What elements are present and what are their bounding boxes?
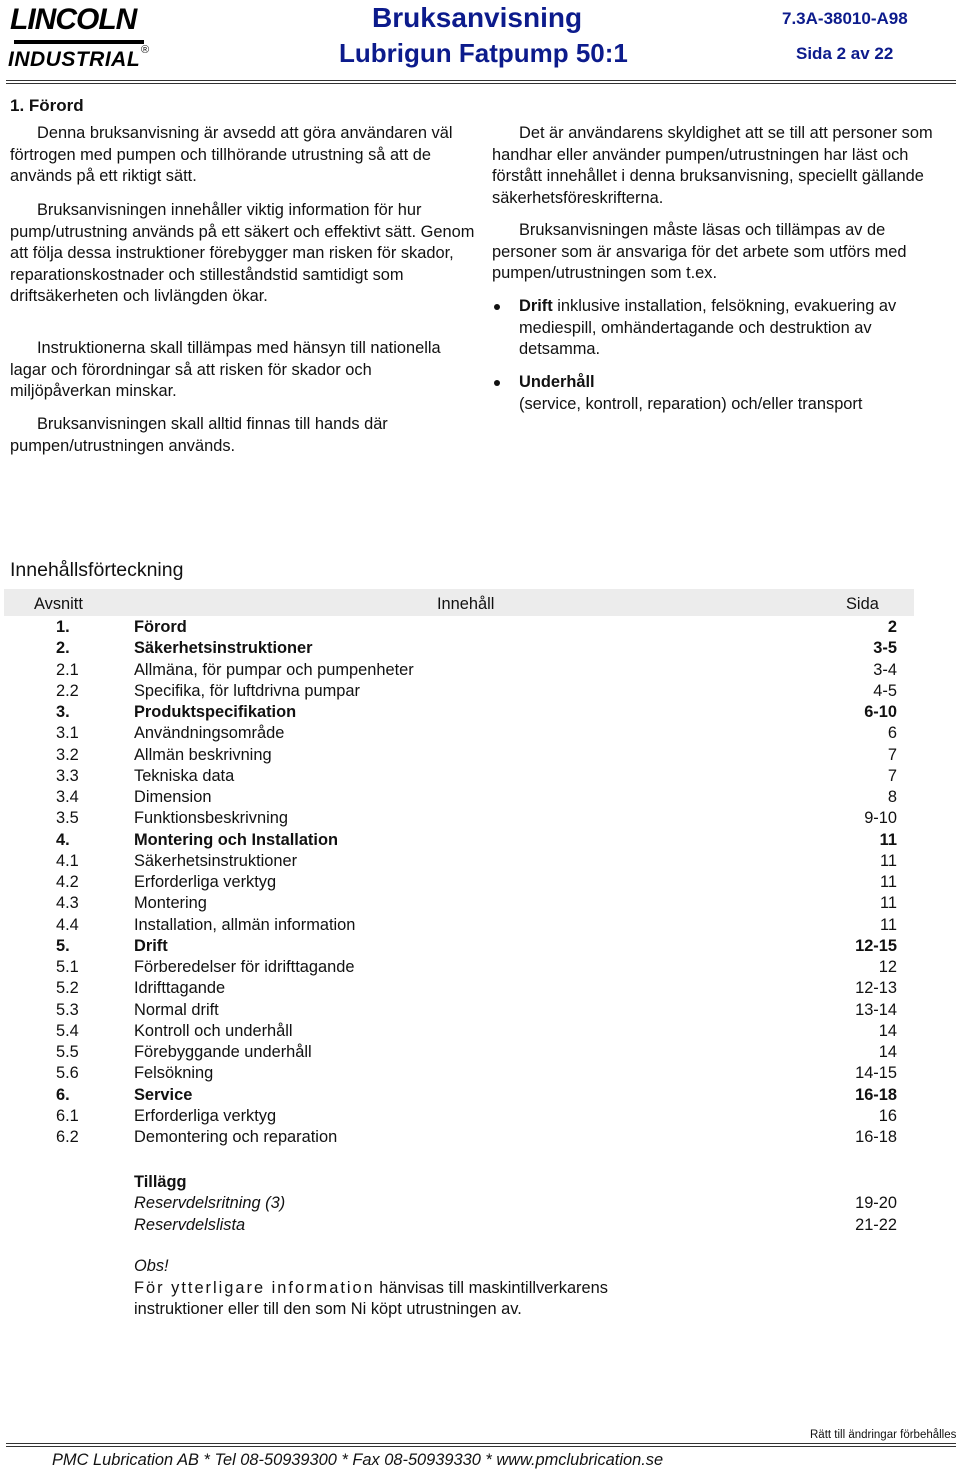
toc-row-number: 3.5 [56,809,79,828]
toc-row-number: 3. [56,703,70,721]
toc-column-content: Innehåll [437,595,495,613]
toc-row-page: 11 [879,851,897,870]
toc-row-title: Drift [134,936,168,955]
toc-column-page: Sida [846,595,879,613]
toc-row [0,1000,960,1021]
registered-mark: ® [141,44,150,56]
toc-row [0,936,960,957]
toc-row-title: Normal drift [134,1000,219,1019]
appendix-row [134,1215,914,1236]
toc-row-number: 6. [56,1085,70,1104]
toc-row-page: 3-5 [873,639,897,658]
toc-row-page: 14-15 [855,1064,897,1083]
toc-row [0,723,960,744]
toc-row-number: 2.1 [56,660,79,679]
toc-row-page: 6 [887,724,897,743]
toc-row-number: 3.2 [56,745,79,764]
toc-row-title: Tekniska data [134,766,235,785]
toc-row-page: 11 [879,830,897,849]
note-line [134,1278,834,1300]
toc-row-page: 7 [887,766,897,785]
bullet-text: inklusive installation, felsökning, evakuering av mediespill, omhändertagande och destruktion av detsamma. [519,297,897,358]
toc-row [0,872,960,893]
toc-row-page: 9-10 [864,809,897,828]
toc-row-title: Felsökning [134,1064,214,1083]
toc-row-page: 11 [879,894,897,913]
toc-row-number: 6.1 [56,1106,79,1125]
note-block [134,1256,834,1321]
toc-row-number: 5.6 [56,1064,79,1083]
appendix-row [134,1193,914,1214]
toc-row-number: 3.4 [56,788,79,806]
appendix-page: 19-20 [855,1194,897,1213]
toc-row-page: 6-10 [864,703,897,721]
toc-row [0,766,960,787]
paragraph: Bruksanvisningen skall alltid finnas till hands där pumpen/utrustningen används. [10,415,388,455]
bullet-item [492,296,952,361]
toc-row-title: Demontering och reparation [134,1128,338,1146]
toc-row [0,1127,960,1148]
toc-row-title: Montering [134,894,207,913]
toc-row-title: Installation, allmän information [134,915,356,934]
document-title: Bruksanvisning [372,2,583,33]
toc-row [0,702,960,723]
toc-row-number: 5.3 [56,1000,79,1019]
toc-row-page: 16-18 [855,1085,897,1104]
toc-row-title: Erforderliga verktyg [134,873,277,891]
toc-row-page: 14 [878,1021,897,1040]
toc-row [0,617,960,638]
toc-row-number: 5.4 [56,1021,79,1040]
toc-row [0,660,960,681]
toc-row-title: Dimension [134,788,212,806]
toc-row-title: Specifika, för luftdrivna pumpar [134,681,360,700]
toc-row-page: 16-18 [855,1128,897,1146]
paragraph: Det är användarens skyldighet att se till att personer som handhar eller använder pumpen/utrustningen har läst och förstått innehållet i denna bruksanvisning, speciellt gällande säkerhetsföreskrifterna. [492,124,933,207]
footer-rule [6,1443,956,1444]
toc-row-page: 11 [879,873,897,891]
toc-row-number: 4.2 [56,873,79,891]
toc-heading: Innehållsförteckning [10,559,184,581]
toc-row-page: 12-13 [855,979,897,998]
toc-row-title: Förberedelser för idrifttagande [134,958,355,976]
lincoln-industrial-logo [8,2,148,74]
toc-row-page: 12 [878,958,897,976]
toc-row [0,1106,960,1127]
footer-contact: PMC Lubrication AB * Tel 08-50939300 * Fax 08-50939330 * www.pmclubrication.se [52,1451,664,1469]
toc-row [0,830,960,851]
bullet-term: Underhåll [519,373,595,391]
toc-row-number: 6.2 [56,1128,79,1146]
toc-row-number: 5.2 [56,979,79,998]
toc-row-title: Förebyggande underhåll [134,1043,312,1061]
paragraph: Bruksanvisningen innehåller viktig information för hur pump/utrustning används på ett säkert och effektivt sätt. Genom att följa dessa instruktioner förebygger man risken för skador, reparationskostnader och stilleståndstid samtidigt som driftsäkerheten och livlängden ökar. [10,201,475,305]
toc-row-page: 2 [887,618,897,636]
toc-row-title: Montering och Installation [134,830,338,849]
note-text: hänvisas till maskintillverkarens [374,1278,608,1297]
page-number: Sida 2 av 22 [796,44,894,63]
toc-row [0,1063,960,1084]
appendix-list [134,1172,914,1236]
footer-rule [6,1446,956,1447]
toc-row [0,957,960,978]
toc-row-page: 13-14 [855,1000,897,1019]
logo-wordmark-top: LINCOLN [10,3,137,36]
bullet-icon [494,304,500,310]
toc-row-number: 2. [56,639,70,658]
toc-row-title: Kontroll och underhåll [134,1021,293,1040]
document-number: 7.3A-38010-A98 [782,9,908,28]
toc-row-number: 3.1 [56,724,79,743]
appendix-page: 21-22 [855,1215,897,1234]
toc-row-title: Funktionsbeskrivning [134,809,288,828]
toc-row [0,1021,960,1042]
toc-row [0,787,960,808]
toc-row-title: Idrifttagande [134,979,226,998]
toc-row-title: Produktspecifikation [134,703,297,721]
bullet-item [492,372,952,415]
paragraph: Bruksanvisningen måste läsas och tillämpas av de personer som är ansvariga för det arbete som utförs med pumpen/utrustningen som t.ex. [492,221,907,282]
toc-column-section: Avsnitt [34,595,83,613]
toc-row-title: Säkerhetsinstruktioner [134,851,298,870]
toc-row-number: 4.4 [56,915,79,934]
toc-row [0,1085,960,1106]
toc-row-title: Säkerhetsinstruktioner [134,639,313,658]
logo-wordmark-bottom: INDUSTRIAL [8,48,141,71]
toc-table [0,617,960,1148]
toc-row [0,745,960,766]
note-line: instruktioner eller till den som Ni köpt utrustningen av. [134,1300,522,1318]
paragraph: Instruktionerna skall tillämpas med hänsyn till nationella lagar och förordningar så att risken för skador och miljöpåverkan minskar. [10,339,441,400]
toc-row [0,808,960,829]
toc-row-number: 5.1 [56,958,79,976]
toc-row [0,1042,960,1063]
toc-row-number: 4.1 [56,851,79,870]
toc-row-title: Förord [134,618,187,636]
footer-disclaimer: Rätt till ändringar förbehålles [810,1429,957,1441]
toc-row-title: Allmän beskrivning [134,745,272,764]
toc-row-page: 3-4 [873,660,897,679]
logo-divider [14,40,144,44]
toc-row-number: 2.2 [56,681,79,700]
toc-row-number: 4.3 [56,894,79,913]
header-rule [6,83,956,84]
toc-row-page: 7 [887,745,897,764]
bullet-text: (service, kontroll, reparation) och/eller transport [519,394,863,413]
note-label: Obs! [134,1257,169,1275]
toc-row-page: 14 [878,1043,897,1061]
appendix-title: Reservdelsritning (3) [134,1194,286,1213]
toc-row-title: Allmäna, för pumpar och pumpenheter [134,660,414,679]
toc-row [0,915,960,936]
toc-row-title: Service [134,1085,193,1104]
note-emphasis: För ytterligare information [134,1278,375,1297]
toc-row-number: 5.5 [56,1043,79,1061]
toc-row-number: 5. [56,936,70,955]
toc-row [0,978,960,999]
toc-row-page: 8 [887,788,897,806]
paragraph: Denna bruksanvisning är avsedd att göra användaren väl förtrogen med pumpen och tillhörande utrustning så att de används på ett riktigt sätt. [10,124,453,185]
toc-row-number: 3.3 [56,766,79,785]
header-rule [6,80,956,81]
toc-row-page: 4-5 [873,681,897,700]
section-heading: 1. Förord [10,96,84,115]
toc-row-page: 12-15 [855,936,897,955]
document-subtitle: Lubrigun Fatpump 50:1 [339,38,628,68]
toc-row-title: Erforderliga verktyg [134,1106,277,1125]
appendix-heading: Tillägg [134,1173,187,1191]
toc-row-number: 4. [56,830,70,849]
toc-row [0,681,960,702]
toc-row-title: Användningsområde [134,724,285,743]
toc-row [0,893,960,914]
toc-row [0,638,960,659]
bullet-icon [494,380,500,386]
toc-row-page: 11 [879,915,897,934]
toc-row-number: 1. [56,618,70,636]
bullet-term: Drift [519,297,553,315]
appendix-title: Reservdelslista [134,1215,246,1234]
toc-row [0,851,960,872]
toc-row-page: 16 [878,1106,897,1125]
